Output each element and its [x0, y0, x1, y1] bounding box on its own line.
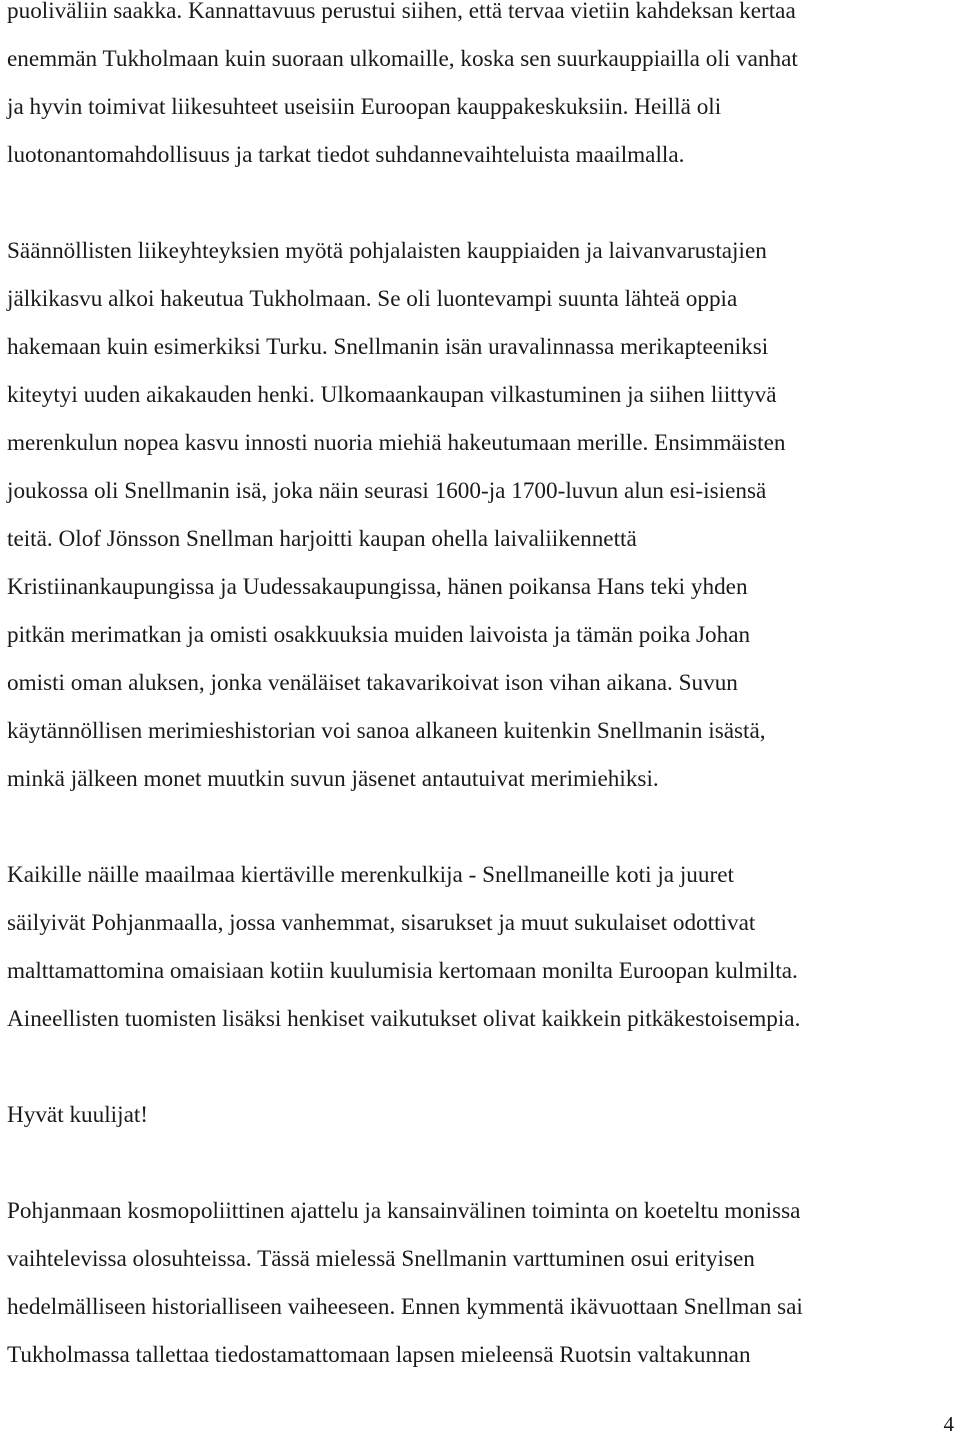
text-line: Aineellisten tuomisten lisäksi henkiset vaikutukset olivat kaikkein pitkäkestoisempia. — [7, 1006, 801, 1032]
paragraph-spacer — [7, 1043, 957, 1091]
text-line: ja hyvin toimivat liikesuhteet useisiin Euroopan kauppakeskuksiin. Heillä oli — [7, 94, 722, 120]
paragraph-spacer — [7, 1139, 957, 1187]
text-line: hakemaan kuin esimerkiksi Turku. Snellmanin isän uravalinnassa merikapteeniksi — [7, 334, 769, 360]
text-line: merenkulun nopea kasvu innosti nuoria miehiä hakeutumaan merille. Ensimmäisten — [7, 430, 786, 456]
text-line: puoliväliin saakka. Kannattavuus perustui siihen, että tervaa vietiin kahdeksan kertaa — [7, 0, 796, 24]
text-line: säilyivät Pohjanmaalla, jossa vanhemmat, sisarukset ja muut sukulaiset odottivat — [7, 910, 756, 936]
document-page — [7, 0, 957, 1379]
text-line: Tukholmassa tallettaa tiedostamattomaan lapsen mieleensä Ruotsin valtakunnan — [7, 1342, 751, 1368]
text-line: kiteytyi uuden aikakauden henki. Ulkomaankaupan vilkastuminen ja siihen liittyvä — [7, 382, 777, 408]
text-line: Säännöllisten liikeyhteyksien myötä pohjalaisten kauppiaiden ja laivanvarustajien — [7, 238, 767, 264]
text-line: Kaikille näille maailmaa kiertäville merenkulkija - Snellmaneille koti ja juuret — [7, 862, 734, 888]
paragraph-2 — [7, 227, 957, 803]
text-line: minkä jälkeen monet muutkin suvun jäsenet antautuivat merimiehiksi. — [7, 766, 659, 792]
text-line: omisti oman aluksen, jonka venäläiset takavarikoivat ison vihan aikana. Suvun — [7, 670, 738, 696]
text-line: luotonantomahdollisuus ja tarkat tiedot suhdannevaihteluista maailmalla. — [7, 142, 685, 168]
text-line: Hyvät kuulijat! — [7, 1102, 149, 1128]
text-line: jälkikasvu alkoi hakeutua Tukholmaan. Se oli luontevampi suunta lähteä oppia — [7, 286, 738, 312]
text-line: malttamattomina omaisiaan kotiin kuulumisia kertomaan monilta Euroopan kulmilta. — [7, 958, 798, 984]
text-line: enemmän Tukholmaan kuin suoraan ulkomaille, koska sen suurkauppiailla oli vanhat — [7, 46, 798, 72]
text-line: teitä. Olof Jönsson Snellman harjoitti kaupan ohella laivaliikennettä — [7, 526, 637, 552]
text-line: pitkän merimatkan ja omisti osakkuuksia muiden laivoista ja tämän poika Johan — [7, 622, 751, 648]
paragraph-5 — [7, 1187, 957, 1379]
text-line: vaihtelevissa olosuhteissa. Tässä mielessä Snellmanin varttuminen osui erityisen — [7, 1246, 755, 1272]
paragraph-spacer — [7, 179, 957, 227]
greeting-paragraph — [7, 1091, 957, 1139]
text-line: hedelmälliseen historialliseen vaiheeseen. Ennen kymmentä ikävuottaan Snellman sai — [7, 1294, 803, 1320]
text-line: joukossa oli Snellmanin isä, joka näin seurasi 1600-ja 1700-luvun alun esi-isiensä — [7, 478, 767, 504]
page-number: 4 — [943, 1412, 954, 1436]
paragraph-1 — [7, 0, 957, 179]
text-line: Pohjanmaan kosmopoliittinen ajattelu ja kansainvälinen toiminta on koeteltu monissa — [7, 1198, 801, 1224]
text-line: käytännöllisen merimieshistorian voi sanoa alkaneen kuitenkin Snellmanin isästä, — [7, 718, 766, 744]
paragraph-3 — [7, 851, 957, 1043]
paragraph-spacer — [7, 803, 957, 851]
text-line: Kristiinankaupungissa ja Uudessakaupungissa, hänen poikansa Hans teki yhden — [7, 574, 748, 600]
